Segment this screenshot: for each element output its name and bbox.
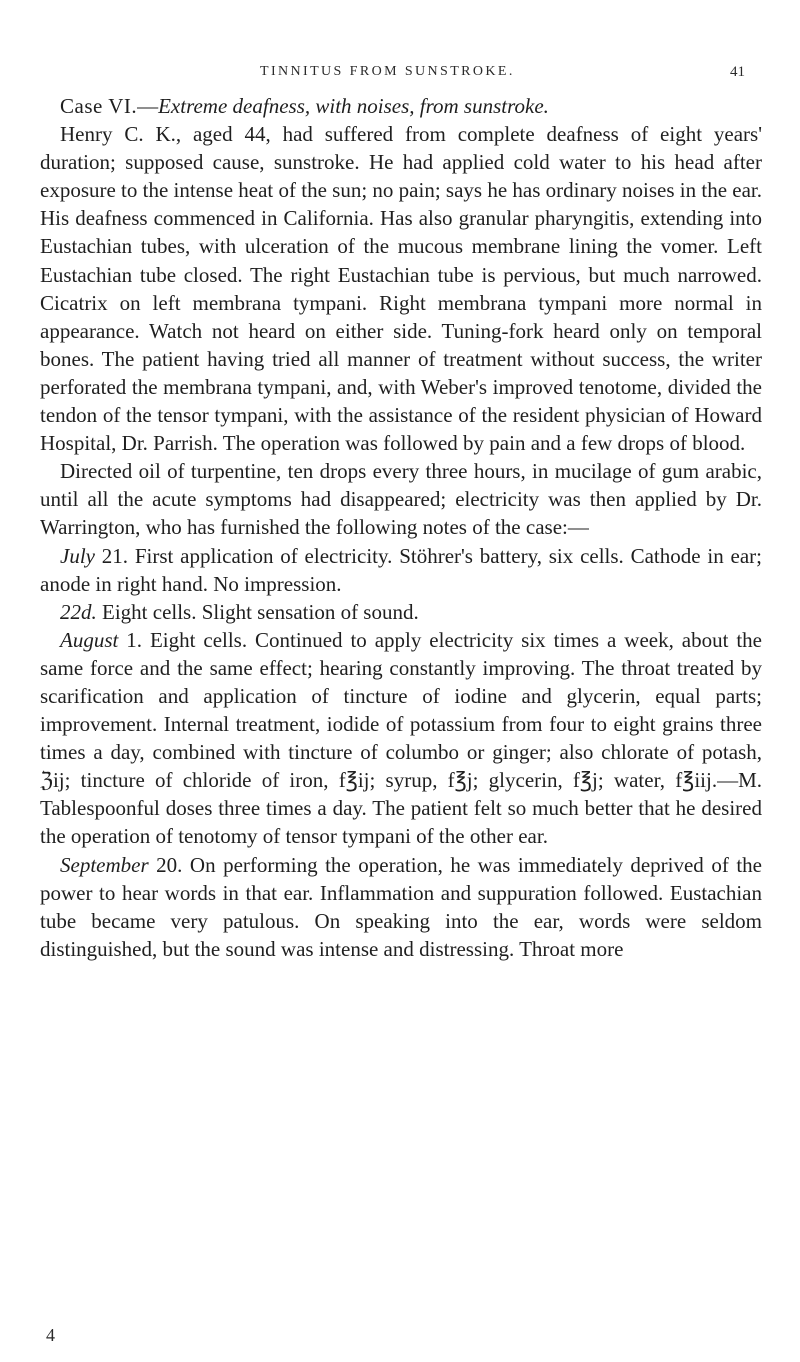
- case-heading: [40, 92, 762, 120]
- running-header: [0, 64, 800, 88]
- date-22d: 22d.: [60, 599, 97, 624]
- entry-text-september-20: 20. On performing the operation, he was immediately deprived of the power to hear words in that ear. Inflammation and suppuration followed. Eustachian tube became very patulous. On speaking into the ear, words were seldom distinguished, but the sound was intense and distressing. Throat more: [40, 852, 762, 961]
- paragraph-august-1: [40, 626, 762, 851]
- entry-text-july-21: 21. First application of electricity. Stöhrer's battery, six cells. Cathode in ear; anode in right hand. No impression.: [40, 543, 762, 596]
- case-label: Case VI.: [60, 94, 138, 118]
- entry-text-july-22: Eight cells. Slight sensation of sound.: [96, 599, 419, 624]
- case-dash: —: [137, 94, 159, 118]
- date-august: August: [60, 627, 119, 652]
- case-description: Extreme deafness, with noises, from sunstroke.: [158, 94, 549, 118]
- page-number: 41: [730, 64, 745, 80]
- date-september: September: [60, 852, 149, 877]
- entry-text-august-1: 1. Eight cells. Continued to apply electricity six times a week, about the same force and the same effect; hearing constantly improving. The throat treated by scarification and application of tincture of iodine and glycerin, equal parts; improvement. Internal treatment, iodide of potassium from four to eight grains three times a day, combined with tincture of columbo or ginger; also chlorate of potash, ℨij; tincture of chloride of iron, f℥ij; syrup, f℥j; glycerin, f℥j; water, f℥iij.—M. Tablespoonful doses three times a day. The patient felt so much better that he desired the operation of tenotomy of tensor tympani of the other ear.: [40, 627, 762, 849]
- body-text: [40, 92, 762, 963]
- signature-mark: 4: [46, 1325, 55, 1345]
- running-title: TINNITUS FROM SUNSTROKE.: [260, 64, 515, 79]
- paragraph-july-21: [40, 542, 762, 598]
- paragraph-intro: Henry C. K., aged 44, had suffered from complete deafness of eight years' duration; supposed cause, sunstroke. He had applied cold water to his head after exposure to the intense heat of the sun; no pain; says he has ordinary noises in the ear. His deafness commenced in California. Has also granular pharyngitis, extending into Eustachian tubes, with ulceration of the mucous membrane lining the vomer. Left Eustachian tube closed. The right Eustachian tube is pervious, but much narrowed. Cicatrix on left membrana tympani. Right membrana tympani more normal in appearance. Watch not heard on either side. Tuning-fork heard only on temporal bones. The patient having tried all manner of treatment without success, the writer perforated the membrana tympani, and, with Weber's improved tenotome, divided the tendon of the tensor tympani, with the assistance of the resident physician of Howard Hospital, Dr. Parrish. The operation was followed by pain and a few drops of blood.: [40, 122, 762, 456]
- paragraph-directed: Directed oil of turpentine, ten drops every three hours, in mucilage of gum arabic, until all the acute symptoms had disappeared; electricity was then applied by Dr. Warrington, who has furnished the following notes of the case:—: [40, 459, 762, 540]
- date-july: July: [60, 543, 95, 568]
- paragraph-july-22: [40, 598, 762, 626]
- paragraph-september-20: [40, 851, 762, 963]
